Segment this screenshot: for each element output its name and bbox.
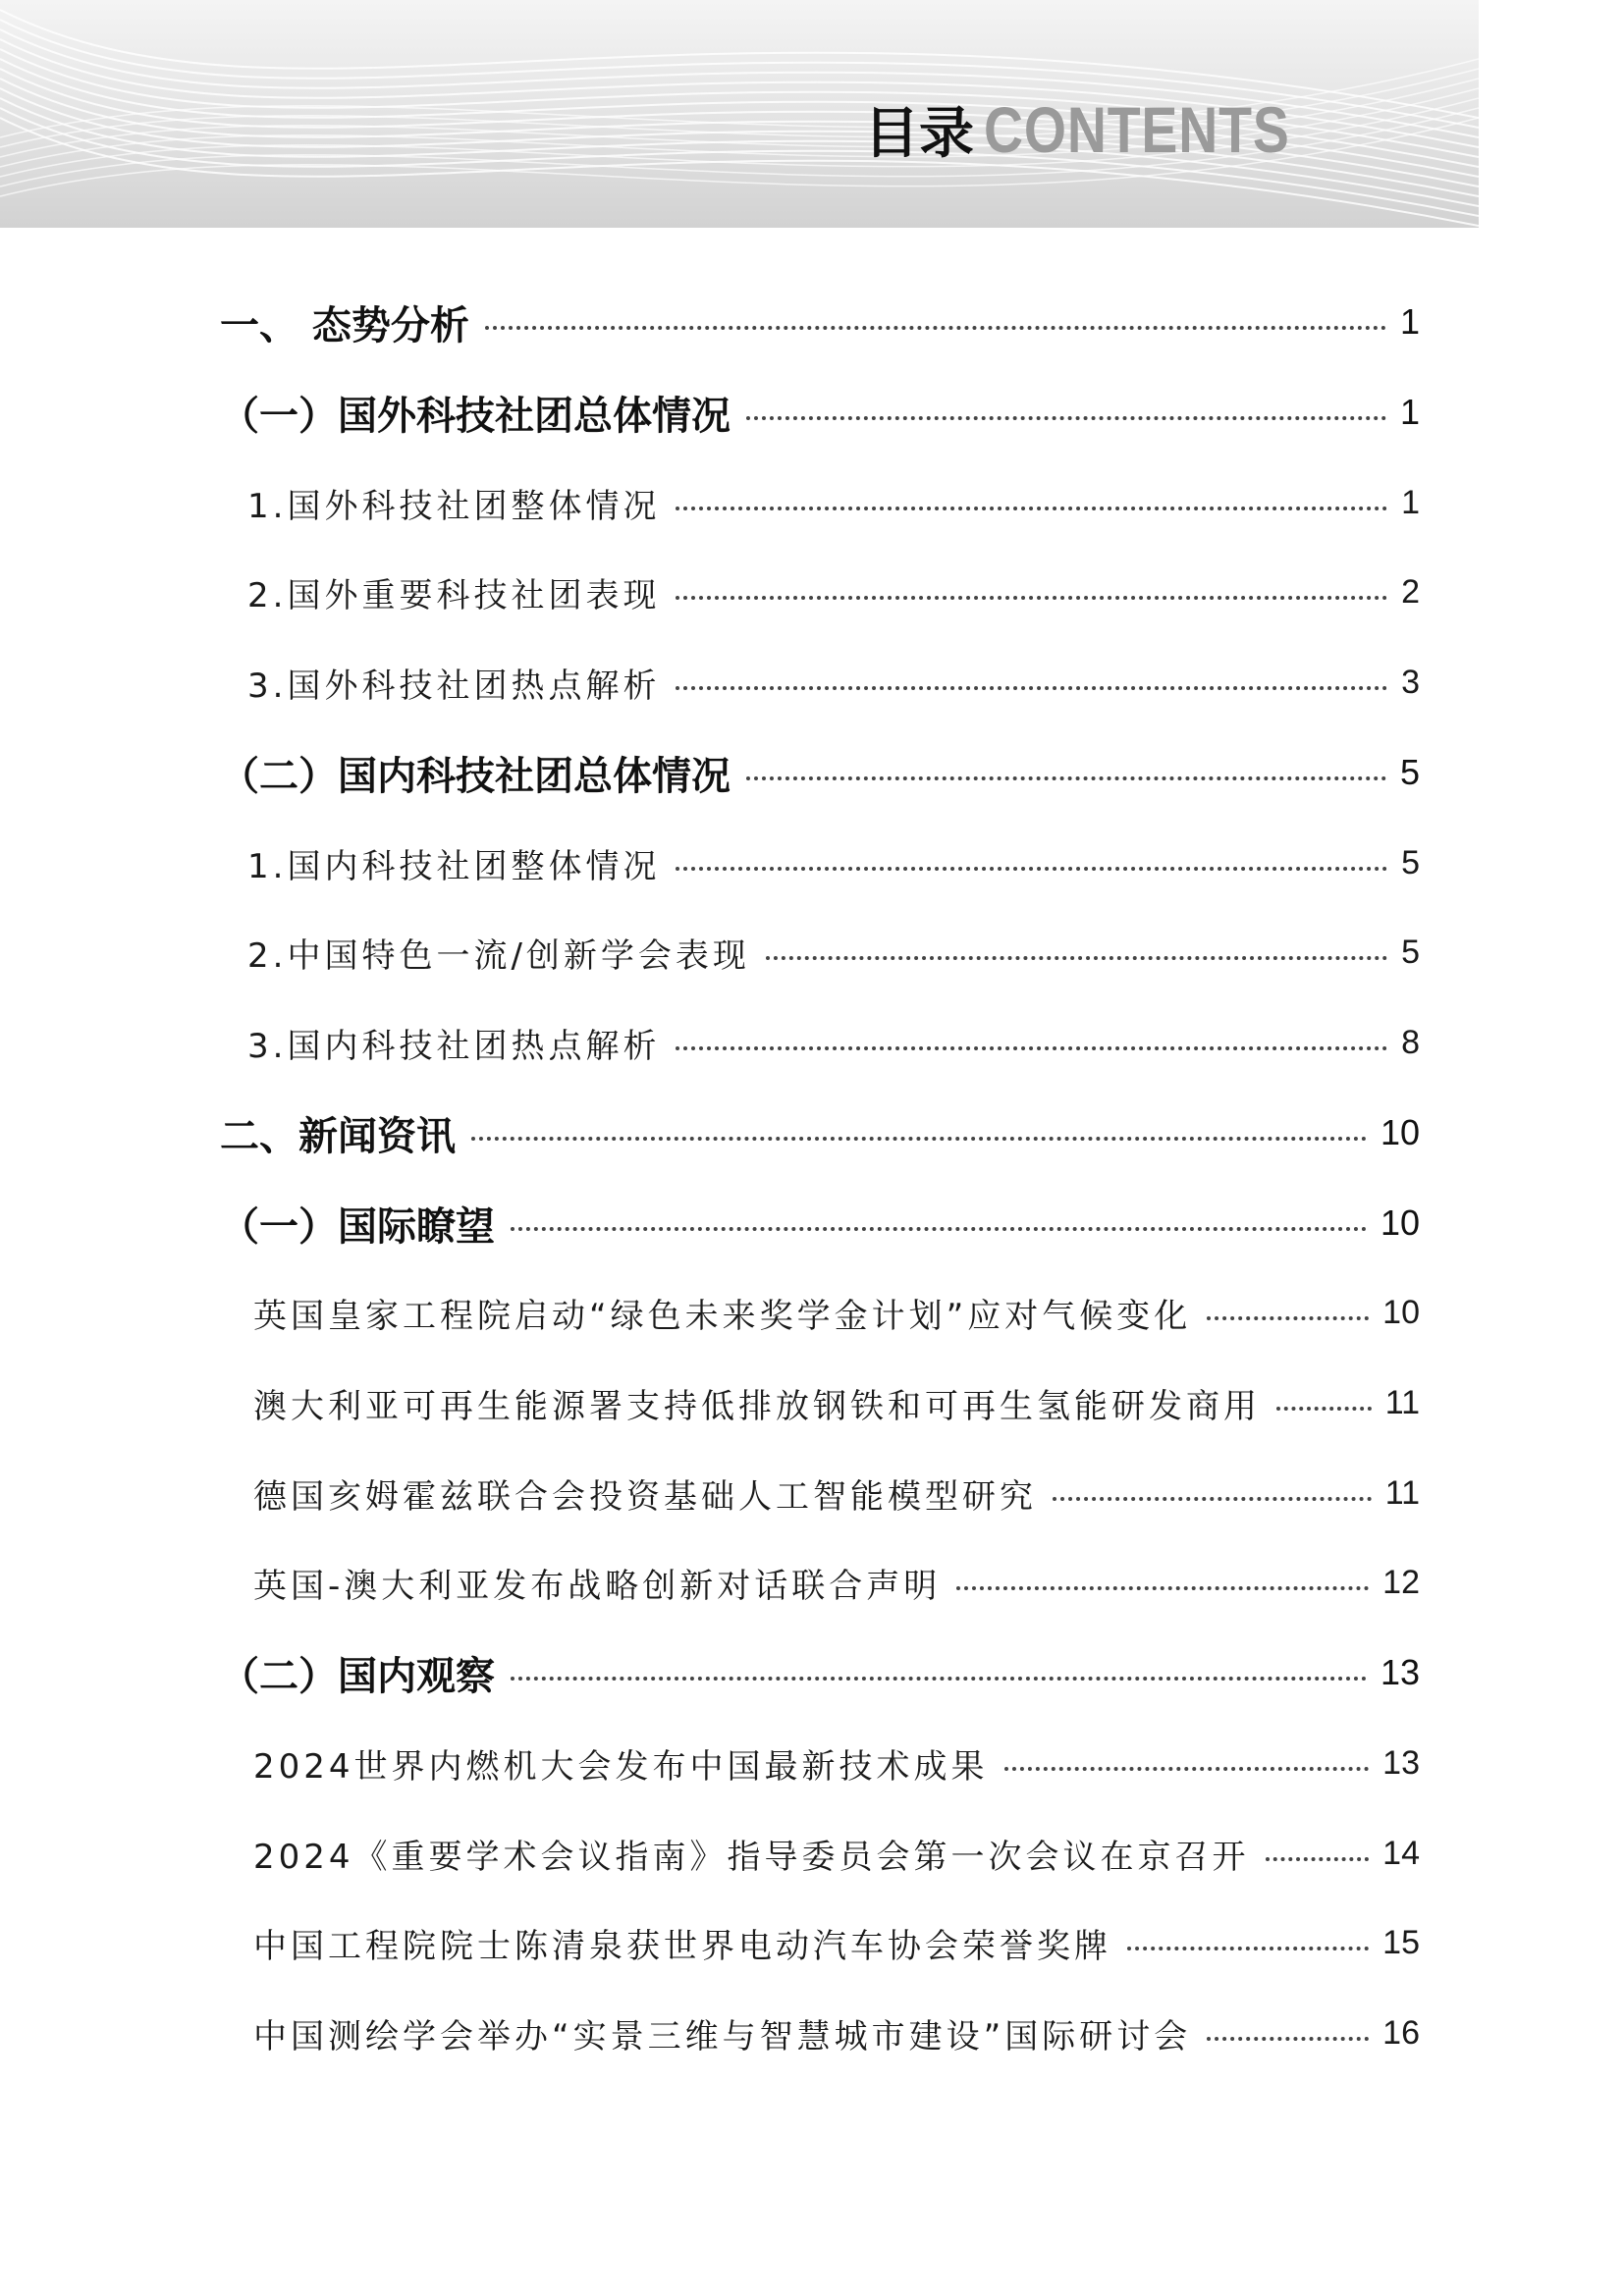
dot-leader [676,686,1387,690]
dot-leader [1127,1947,1369,1950]
toc-entry-label: 2.国外重要科技社团表现 [247,575,661,615]
dot-leader [471,1137,1367,1141]
toc-entry[interactable] [220,1101,1420,1164]
title-english: CONTENTS [984,93,1290,166]
toc-entry-label: 2.中国特色一流/创新学会表现 [247,935,750,976]
toc-entry-label: 二、新闻资讯 [220,1113,456,1159]
toc-entry-page: 15 [1382,1923,1420,1961]
toc-entry[interactable] [253,1551,1420,1614]
dot-leader [1207,1316,1369,1320]
toc-entry-label: 3.国内科技社团热点解析 [247,1026,661,1066]
toc-entry-page: 3 [1401,663,1420,701]
toc-entry-label: 德国亥姆霍兹联合会投资基础人工智能模型研究 [253,1476,1037,1517]
dot-leader [1053,1497,1372,1501]
toc-entry-page: 10 [1380,1112,1420,1152]
toc-entry-page: 10 [1380,1202,1420,1243]
toc-entry-page: 12 [1382,1563,1420,1601]
toc-entry-page: 1 [1399,301,1420,342]
toc-entry[interactable] [247,831,1420,894]
toc-entry-page: 5 [1401,933,1420,971]
toc-entry[interactable] [247,651,1420,714]
toc-entry-label: （一）国外科技社团总体情况 [220,393,731,439]
toc-entry[interactable] [253,2002,1420,2064]
toc-entry-label: 中国测绘学会举办“实景三维与智慧城市建设”国际研讨会 [253,2016,1192,2056]
toc-entry-label: 1.国内科技社团整体情况 [247,846,661,886]
toc-entry-page: 13 [1380,1652,1420,1692]
dot-leader [1276,1407,1372,1411]
dot-leader [766,956,1387,960]
toc-entry-label: 澳大利亚可再生能源署支持低排放钢铁和可再生氢能研发商用 [253,1386,1261,1426]
dot-leader [956,1586,1369,1590]
toc-entry[interactable] [253,1732,1420,1794]
toc-entry-page: 2 [1401,572,1420,611]
dot-leader [511,1677,1367,1681]
dot-leader [746,416,1386,420]
toc-entry-label: 英国-澳大利亚发布战略创新对话联合声明 [253,1566,942,1606]
dot-leader [676,507,1387,510]
dot-leader [676,1046,1387,1050]
toc-entry[interactable] [253,1911,1420,1974]
toc-entry[interactable] [247,561,1420,623]
toc-entry[interactable] [220,381,1420,444]
toc-entry[interactable] [253,1371,1420,1434]
toc-entry-page: 14 [1382,1834,1420,1872]
toc-entry-page: 10 [1382,1293,1420,1331]
toc-entry-page: 1 [1399,392,1420,432]
dot-leader [676,867,1387,871]
toc-entry[interactable] [247,471,1420,534]
dot-leader [746,776,1386,780]
dot-leader [676,596,1387,600]
toc-entry-page: 11 [1384,1473,1420,1512]
dot-leader [1207,2037,1369,2041]
title-chinese: 目录 [864,102,974,166]
dot-leader [511,1227,1367,1231]
toc-entry-label: 中国工程院院士陈清泉获世界电动汽车协会荣誉奖牌 [253,1926,1111,1966]
toc-entry[interactable] [220,291,1420,353]
toc-entry-page: 5 [1399,752,1420,792]
dot-leader [1266,1857,1370,1861]
toc-entry-page: 5 [1401,843,1420,881]
toc-entry-page: 8 [1401,1023,1420,1061]
toc-entry[interactable] [247,921,1420,984]
toc-entry-label: 1.国外科技社团整体情况 [247,486,661,526]
toc-entry-page: 13 [1382,1743,1420,1782]
toc-entry[interactable] [220,741,1420,804]
toc-entry[interactable] [220,1192,1420,1255]
dot-leader [1004,1767,1370,1771]
toc-entry[interactable] [220,1641,1420,1704]
toc-entry-label: 一、 态势分析 [220,302,469,348]
dot-leader [485,326,1386,330]
toc-entry-label: 3.国外科技社团热点解析 [247,666,661,706]
toc-entry-label: 英国皇家工程院启动“绿色未来奖学金计划”应对气候变化 [253,1296,1192,1336]
toc-entry[interactable] [253,1822,1420,1885]
toc-entry[interactable] [247,1011,1420,1074]
toc-entry[interactable] [253,1462,1420,1524]
toc-entry-page: 16 [1382,2013,1420,2052]
toc-entry-page: 11 [1384,1383,1420,1421]
toc-entry-label: （二）国内观察 [220,1653,495,1699]
toc-entry-label: 2024世界内燃机大会发布中国最新技术成果 [253,1746,989,1787]
toc-entry-label: 2024《重要学术会议指南》指导委员会第一次会议在京召开 [253,1837,1250,1877]
toc-entry-label: （二）国内科技社团总体情况 [220,753,731,799]
toc-entry-label: （一）国际瞭望 [220,1203,495,1250]
toc-entry-page: 1 [1401,483,1420,521]
toc-entry[interactable] [253,1281,1420,1344]
